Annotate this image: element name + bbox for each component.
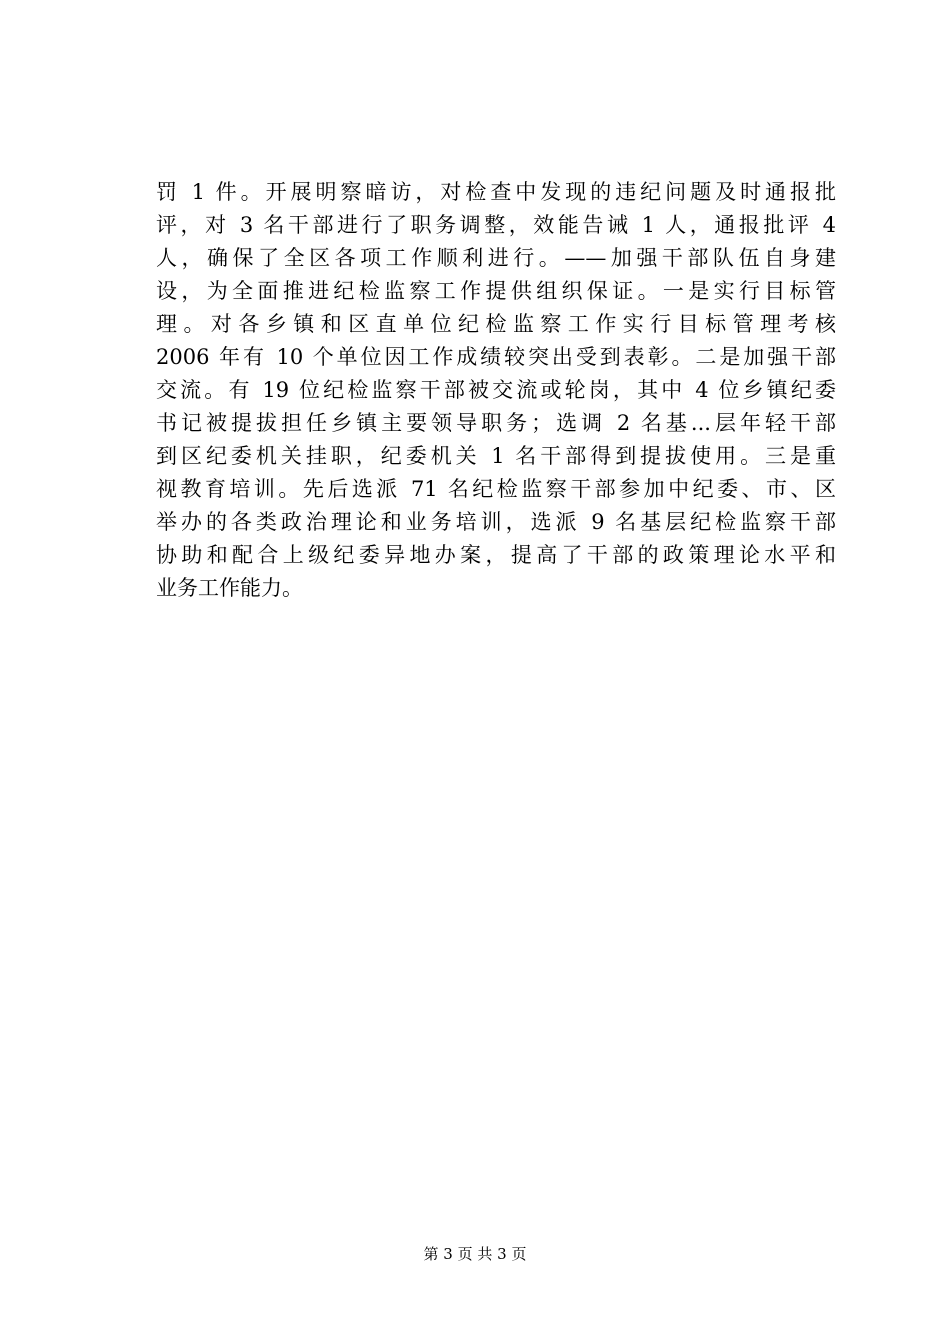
text-line: 设，为全面推进纪检监察工作提供组织保证。一是实行目标管	[156, 279, 836, 303]
text-line: 交流。有 19 位纪检监察干部被交流或轮岗，其中 4 位乡镇纪委	[156, 378, 836, 402]
text-line: 业务工作能力。	[156, 576, 303, 600]
text-line: 举办的各类政治理论和业务培训，选派 9 名基层纪检监察干部	[156, 510, 836, 534]
text-line: 罚 1 件。开展明察暗访，对检查中发现的违纪问题及时通报批	[156, 180, 836, 204]
text-line: 2006 年有 10 个单位因工作成绩较突出受到表彰。二是加强干部	[156, 345, 836, 369]
body-paragraph	[156, 176, 836, 605]
text-line: 评，对 3 名干部进行了职务调整，效能告诫 1 人，通报批评 4	[156, 213, 836, 237]
page-number-footer: 第 3 页 共 3 页	[423, 1245, 527, 1263]
text-line: 到区纪委机关挂职，纪委机关 1 名干部得到提拔使用。三是重	[156, 444, 836, 468]
text-line: 书记被提拔担任乡镇主要领导职务；选调 2 名基...层年轻干部	[156, 411, 836, 435]
text-line: 协助和配合上级纪委异地办案，提高了干部的政策理论水平和	[156, 543, 836, 567]
text-line: 人，确保了全区各项工作顺利进行。——加强干部队伍自身建	[156, 246, 836, 270]
text-line: 理。对各乡镇和区直单位纪检监察工作实行目标管理考核	[156, 312, 836, 336]
text-line: 视教育培训。先后选派 71 名纪检监察干部参加中纪委、市、区	[156, 477, 836, 501]
